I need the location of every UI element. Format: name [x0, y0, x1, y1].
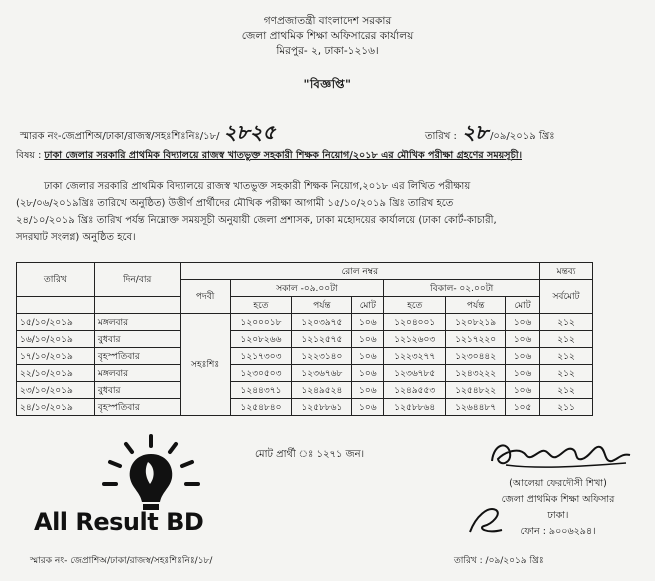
- row-date: ১৭/১০/২০১৯: [17, 348, 95, 365]
- header-to: পর্যন্ত: [292, 297, 352, 314]
- row-day: মঙ্গলবার: [94, 314, 180, 331]
- date-label: তারিখ :: [425, 131, 457, 142]
- header-to: পর্যন্ত: [446, 297, 506, 314]
- body-paragraph: [16, 178, 640, 246]
- total-candidates: মোট প্রার্থী ঃ ১২৭১ জন।: [255, 449, 365, 460]
- header-from: হতে: [230, 297, 292, 314]
- header-total: মোট: [352, 297, 384, 314]
- row-morning-from: ১২৫৪৮৪০: [230, 399, 292, 416]
- footer-date: তারিখ : /০৯/২০১৯ খ্রিঃ: [454, 556, 544, 566]
- row-morning-total: ১০৬: [352, 331, 384, 348]
- date-rest: /০৯/২০১৯ খ্রিঃ: [490, 131, 555, 142]
- row-date: ১৫/১০/২০১৯: [17, 314, 95, 331]
- header-from: হতে: [384, 297, 446, 314]
- row-morning-to: ১২০৩৯৭৫: [292, 314, 352, 331]
- subject-line: [16, 149, 646, 164]
- row-afternoon-total: ১০৬: [506, 314, 540, 331]
- row-morning-from: ১২০০০১৮: [230, 314, 292, 331]
- header-morning: সকাল -০৯.০০টা: [230, 280, 384, 297]
- row-grand-total: ২১১: [540, 399, 593, 416]
- row-grand-total: ২১২: [540, 382, 593, 399]
- memo-label: স্মারক নং-জেপ্রাশিঅ/ঢাকা/রাজস্ব/সহঃশিঃনিঃ/১৮/: [20, 131, 220, 142]
- memo-date: [425, 118, 555, 151]
- row-morning-from: ১২৩০৫০৩: [230, 365, 292, 382]
- row-grand-total: ২১২: [540, 331, 593, 348]
- officer-name: (আলেয়া ফেরদৌসী শিখা): [509, 478, 607, 489]
- row-afternoon-total: ১০৬: [506, 348, 540, 365]
- row-afternoon-total: ১০৬: [506, 331, 540, 348]
- header-blank: [17, 297, 95, 314]
- officer-phone: ফোন : ৯০০৬২৯৪।: [520, 526, 596, 537]
- initial-mark-icon: [466, 502, 506, 538]
- row-date: ১৬/১০/২০১৯: [17, 331, 95, 348]
- row-afternoon-from: ১২০৪০০১: [384, 314, 446, 331]
- header-total: মোট: [506, 297, 540, 314]
- row-day: বুধবার: [94, 331, 180, 348]
- memo-reference: [20, 118, 275, 151]
- row-afternoon-total: ১০৬: [506, 365, 540, 382]
- header-blank: [94, 297, 180, 314]
- header-post: পদবী: [180, 280, 230, 314]
- signature-icon: [486, 433, 636, 473]
- header-govt: গণপ্রজাতন্ত্রী বাংলাদেশ সরকার: [263, 15, 392, 27]
- schedule-table: [16, 262, 593, 416]
- row-afternoon-to: ১২৪৩২২২: [446, 365, 506, 382]
- footer-memo-reference: স্মারক নং- জেপ্রাশিঅ/ঢাকা/রাজস্ব/সহঃশিঃনিঃ/১৮/: [30, 556, 213, 566]
- row-morning-from: ১২০৮২৬৬: [230, 331, 292, 348]
- table-row: [17, 331, 593, 348]
- memo-number: ২৮২৫: [223, 120, 276, 144]
- row-grand-total: ২১২: [540, 348, 593, 365]
- row-day: বুধবার: [94, 382, 180, 399]
- row-morning-to: ১২২৩১৪০: [292, 348, 352, 365]
- row-afternoon-to: ১২০৮২১৯: [446, 314, 506, 331]
- row-morning-total: ১০৬: [352, 382, 384, 399]
- row-afternoon-from: ১২৪৯৫৫৩: [384, 382, 446, 399]
- row-morning-total: ১০৬: [352, 399, 384, 416]
- table-row: [17, 365, 593, 382]
- row-morning-to: ১২১২৫৭৫: [292, 331, 352, 348]
- row-afternoon-total: ১০৫: [506, 399, 540, 416]
- row-morning-to: ১২৪৯৫২৪: [292, 382, 352, 399]
- row-morning-total: ১০৬: [352, 348, 384, 365]
- row-afternoon-to: ১২৫৪৮২২: [446, 382, 506, 399]
- notice-title: "বিজ্ঞপ্তি": [303, 77, 352, 91]
- header-day: দিন/বার: [94, 263, 180, 297]
- body-line: সদরঘাট সংলগ্ন) অনুষ্ঠিত হবে।: [16, 232, 136, 243]
- row-afternoon-from: ১২৩৬৭৮৫: [384, 365, 446, 382]
- row-afternoon-total: ১০৬: [506, 382, 540, 399]
- row-date: ২৪/১০/২০১৯: [17, 399, 95, 416]
- row-morning-to: ১২৩৬৭৬৮: [292, 365, 352, 382]
- row-grand-total: ২১২: [540, 314, 593, 331]
- row-morning-total: ১০৬: [352, 314, 384, 331]
- row-date: ২২/১০/২০১৯: [17, 365, 95, 382]
- row-morning-from: ১২৪৪৩৭১: [230, 382, 292, 399]
- header-afternoon: বিকাল- ০২.০০টা: [384, 280, 540, 297]
- header-office: জেলা প্রাথমিক শিক্ষা অফিসারের কার্যালয়: [241, 30, 414, 42]
- officer-city: ঢাকা।: [547, 510, 569, 521]
- date-day: ২৮: [462, 120, 489, 144]
- header-address: মিরপুর- ২, ঢাকা-১২১৬।: [276, 45, 379, 57]
- lightbulb-logo-icon: [96, 432, 206, 514]
- logo-text: All Result BD: [34, 508, 204, 536]
- row-date: ২৩/১০/২০১৯: [17, 382, 95, 399]
- row-afternoon-to: ১২৬৪৪৮৭: [446, 399, 506, 416]
- header-remarks: মন্তব্য: [540, 263, 593, 280]
- table-row: [17, 382, 593, 399]
- body-line: ঢাকা জেলার সরকারি প্রাথমিক বিদ্যালয়ে রাজস্ব খাতভুক্ত সহকারী শিক্ষক নিয়োগ,২০১৮ এর লিখিত পরীক্ষায়: [44, 181, 471, 192]
- table-row: [17, 399, 593, 416]
- table-row: [17, 314, 593, 331]
- row-morning-total: ১০৬: [352, 365, 384, 382]
- subject-label: বিষয় :: [16, 150, 42, 161]
- officer-designation: জেলা প্রাথমিক শিক্ষা অফিসার: [501, 494, 615, 505]
- header-date: তারিখ: [17, 263, 95, 297]
- row-day: বৃহস্পতিবার: [94, 348, 180, 365]
- body-line: ২৪/১০/২০১৯ খ্রিঃ তারিখ পর্যন্ত নিম্নোক্ত সময়সূচী অনুযায়ী জেলা প্রশাসক, ঢাকা মহোদয়ের কার্যালয়ে (ঢাকা কোর্ট-কাচারী,: [16, 215, 497, 226]
- body-line: (২৮/০৬/২০১৯খ্রিঃ তারিখে অনুষ্ঠিত) উত্তীর্ণ প্রার্থীদের মৌখিক পরীক্ষা আগামী ১৫/১০/২০১৯ খ্রিঃ তারিখ হতে: [16, 198, 454, 209]
- row-morning-from: ১২১৭৩০৩: [230, 348, 292, 365]
- subject-text: ঢাকা জেলার সরকারি প্রাথমিক বিদ্যালয়ে রাজস্ব খাতভুক্ত সহকারী শিক্ষক নিয়োগ/২০১৮ এর মৌখিক পরীক্ষা গ্রহণের সময়সূচী।: [44, 150, 522, 161]
- header-roll: রোল নম্বর: [180, 263, 539, 280]
- row-afternoon-to: ১২৩০৪৪২: [446, 348, 506, 365]
- row-day: বৃহস্পতিবার: [94, 399, 180, 416]
- row-day: মঙ্গলবার: [94, 365, 180, 382]
- row-afternoon-from: ১২৫৮৮৬৪: [384, 399, 446, 416]
- row-morning-to: ১২৫৮৮৬১: [292, 399, 352, 416]
- row-post: সহঃশিঃ: [180, 314, 230, 416]
- row-afternoon-from: ১২২৩২৭৭: [384, 348, 446, 365]
- row-afternoon-from: ১২১২৬০৩: [384, 331, 446, 348]
- table-row: [17, 348, 593, 365]
- row-grand-total: ২১২: [540, 365, 593, 382]
- header-grand-total: সর্বমোট: [540, 280, 593, 314]
- row-afternoon-to: ১২১৭২২০: [446, 331, 506, 348]
